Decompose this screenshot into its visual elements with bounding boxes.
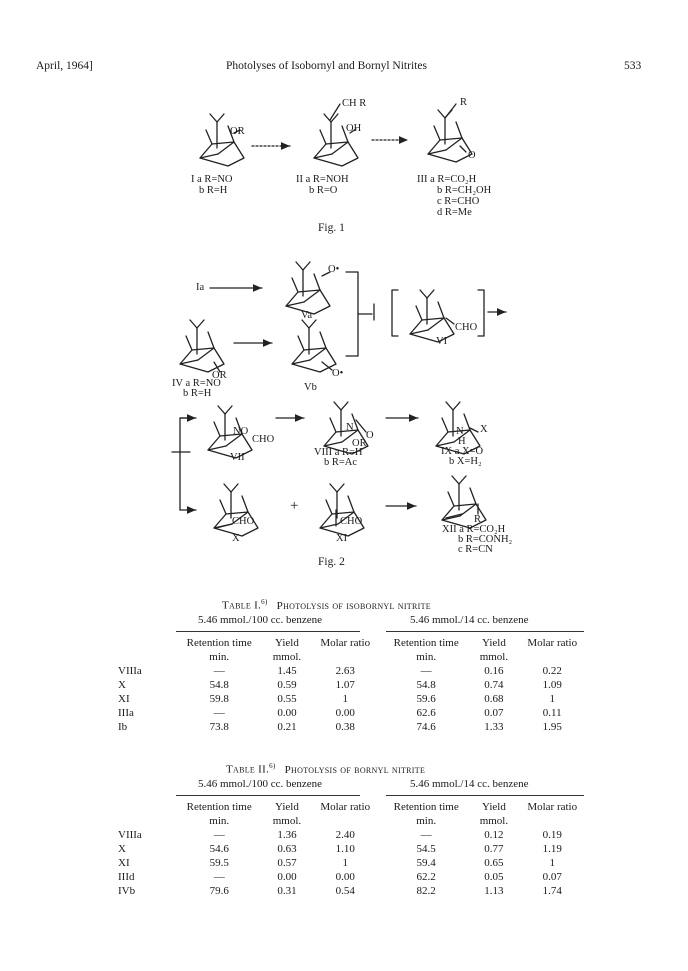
fig2-compound-XIIc: c R=CN <box>458 544 493 555</box>
table-cell: 1.74 <box>542 885 562 897</box>
table-cell: 0.00 <box>335 707 355 719</box>
table-cell: — <box>213 665 225 677</box>
table-unit-cell <box>516 650 588 664</box>
table-row <box>118 720 588 734</box>
table-cell: 0.57 <box>277 857 297 869</box>
table1-condition-2: 5.46 mmol./14 cc. benzene <box>410 614 529 626</box>
fig2-label-Vb: Vb <box>304 382 317 393</box>
table-cell: 74.6 <box>416 721 436 733</box>
table-unit-cell <box>118 814 174 828</box>
table-cell: 59.6 <box>416 693 436 705</box>
fig2-label-XI: XI <box>336 533 348 544</box>
fig1-chr-substituent: CH R <box>342 98 367 109</box>
table-unit-cell: mmol. <box>479 651 509 663</box>
table-cell: VIIIa <box>118 829 142 841</box>
table-cell: Ib <box>118 721 128 733</box>
table-cell: 1.13 <box>484 885 504 897</box>
table-unit-cell: min. <box>416 815 437 827</box>
table-cell: XI <box>118 693 130 705</box>
fig1-compound-IIa: II a R=NOH <box>296 174 349 185</box>
table-cell: X <box>118 679 126 691</box>
table-cell: 0.77 <box>484 843 504 855</box>
fig2-radical-o: O• <box>328 264 340 275</box>
fig2-compound-IXa: IX a X=O <box>441 446 484 457</box>
fig1-compound-IIId: d R=Me <box>437 207 472 218</box>
table-cell: 0.54 <box>335 885 355 897</box>
table-cell: 1.10 <box>335 843 355 855</box>
table-cell: 62.2 <box>416 871 436 883</box>
table2-units-row <box>118 814 588 828</box>
table1-title: Photolysis of isobornyl nitrite <box>276 599 431 612</box>
fig1-compound-Ia: I a R=NO <box>191 174 233 185</box>
table-row <box>118 870 588 884</box>
table-cell: 1.07 <box>335 679 355 691</box>
table-cell: 0.11 <box>542 707 562 719</box>
fig2-label-VII: VII <box>230 452 245 463</box>
table-row <box>118 664 588 678</box>
table-cell: 54.5 <box>416 843 436 855</box>
fig1-caption: Fig. 1 <box>318 222 345 234</box>
table-row <box>118 692 588 706</box>
table-unit-cell <box>309 650 381 664</box>
fig2-compound-VIIIa: VIII a R=H <box>314 447 363 458</box>
table-cell: 79.6 <box>209 885 229 897</box>
table-row <box>118 706 588 720</box>
table-cell: 0.63 <box>277 843 297 855</box>
fig2-compound-VIIIb: b R=Ac <box>324 457 358 468</box>
fig2-or-VIII: OR <box>352 438 367 449</box>
table-cell: — <box>420 665 432 677</box>
table-cell: IIIa <box>118 707 134 719</box>
table-unit-cell: min. <box>416 651 437 663</box>
fig1-oh-substituent: OH <box>346 123 362 134</box>
table-cell: 0.07 <box>542 871 562 883</box>
table-row <box>118 856 588 870</box>
table-cell: 59.5 <box>209 857 229 869</box>
table-cell: 1.36 <box>277 829 297 841</box>
table-cell: 62.6 <box>416 707 436 719</box>
fig2-radical-o-2: O• <box>332 368 344 379</box>
table-header-cell: Retention time <box>186 637 252 649</box>
fig2-r-XII: R <box>474 514 482 525</box>
table-cell: 0.07 <box>484 707 504 719</box>
fig2-compound-XIIa: XII a R=CO₂H <box>442 524 506 535</box>
fig2-compound-IVa: IV a R=NO <box>172 378 221 389</box>
fig2-o-VIII: O <box>366 430 374 441</box>
fig2-compound-IXb: b X=H₂ <box>449 456 482 467</box>
table-cell: 0.22 <box>542 665 562 677</box>
table-header-cell: Yield <box>275 801 299 813</box>
table-unit-cell: mmol. <box>479 815 509 827</box>
table-cell: 0.19 <box>542 829 562 841</box>
table-cell: 0.55 <box>277 693 297 705</box>
table-cell: 54.8 <box>209 679 229 691</box>
table-cell: 59.4 <box>416 857 436 869</box>
fig2-x-IX: X <box>480 424 488 435</box>
table-cell: XI <box>118 857 130 869</box>
table-cell: 2.40 <box>335 829 355 841</box>
table-cell: 82.2 <box>416 885 436 897</box>
table-cell: 1.45 <box>277 665 297 677</box>
fig1-compound-IIb: b R=O <box>309 185 338 196</box>
table-cell: 1 <box>342 693 348 705</box>
fig2-no-VII: NO <box>233 426 249 437</box>
table1-title-line <box>222 598 431 612</box>
table-header-cell: Molar ratio <box>527 801 578 813</box>
fig2-n-VIII: N <box>346 422 354 433</box>
table-header-cell: Molar ratio <box>320 637 371 649</box>
fig1-compound-IIIa: III a R=CO₂H <box>417 174 477 185</box>
table-cell: 54.8 <box>416 679 436 691</box>
table-cell: 1 <box>549 693 555 705</box>
table-unit-cell: min. <box>209 651 230 663</box>
table-unit-cell <box>516 814 588 828</box>
table-header-cell: Yield <box>481 637 506 649</box>
table-cell: 0.74 <box>484 679 504 691</box>
header-title: Photolyses of Isobornyl and Bornyl Nitrites <box>226 60 427 72</box>
table-cell: 0.38 <box>335 721 355 733</box>
fig2-cho-VI: CHO <box>455 322 478 333</box>
table-unit-cell: mmol. <box>272 815 302 827</box>
table-cell: 1 <box>342 857 348 869</box>
table-cell: 0.00 <box>335 871 355 883</box>
table-cell: 0.31 <box>277 885 297 897</box>
table-header-cell <box>118 800 174 814</box>
table1-label: Table I. <box>222 599 262 612</box>
table2 <box>118 800 588 898</box>
table-cell: 0.12 <box>484 829 504 841</box>
table-cell: 2.63 <box>335 665 355 677</box>
table-header-cell: Molar ratio <box>527 637 578 649</box>
fig2-compound-IVb: b R=H <box>183 388 212 399</box>
fig1-oxo: O <box>468 150 476 161</box>
fig2-cho-VII: CHO <box>252 434 275 445</box>
table-header-cell <box>118 636 174 650</box>
fig2-label-X: X <box>232 533 240 544</box>
table1-ref: 6) <box>261 598 268 606</box>
table-header-cell: Molar ratio <box>320 801 371 813</box>
table2-title: Photolysis of bornyl nitrite <box>284 763 426 776</box>
fig2-nh-IX: N <box>456 426 464 437</box>
table-cell: 0.59 <box>277 679 297 691</box>
table1-header-row <box>118 636 588 650</box>
table1 <box>118 636 588 734</box>
table2-label: Table II. <box>226 763 270 776</box>
header-page-number: 533 <box>624 60 642 72</box>
table-cell: 59.8 <box>209 693 229 705</box>
fig2-or-IV: OR <box>212 370 227 381</box>
table-cell: 0.65 <box>484 857 504 869</box>
table-cell: 0.00 <box>277 871 297 883</box>
table1-units-row <box>118 650 588 664</box>
table-row <box>118 828 588 842</box>
table-cell: — <box>420 829 432 841</box>
table-unit-cell <box>309 814 381 828</box>
table-cell: 73.8 <box>209 721 229 733</box>
fig2-h-IX: H <box>458 436 466 447</box>
fig2-cho-X: CHO <box>232 516 255 527</box>
table-row <box>118 884 588 898</box>
fig2-plus-sign: + <box>290 498 299 514</box>
fig2-cho-XI: CHO <box>340 516 363 527</box>
table-header-cell: Yield <box>481 801 506 813</box>
table-row <box>118 842 588 856</box>
table-cell: 1.33 <box>484 721 504 733</box>
table-cell: — <box>213 871 225 883</box>
table-cell: X <box>118 843 126 855</box>
fig2-compound-XIIb: b R=CONH₂ <box>458 534 513 545</box>
fig1-compound-IIIb: b R=CH₂OH <box>437 185 492 196</box>
table-unit-cell: min. <box>209 815 230 827</box>
table1-condition-1: 5.46 mmol./100 cc. benzene <box>198 614 323 626</box>
table-header-cell: Retention time <box>393 801 459 813</box>
table-cell: 0.68 <box>484 693 504 705</box>
table2-ref: 6) <box>269 762 276 770</box>
table-cell: 0.05 <box>484 871 504 883</box>
table-cell: 0.00 <box>277 707 297 719</box>
table-cell: 0.16 <box>484 665 504 677</box>
table-cell: 54.6 <box>209 843 229 855</box>
table-header-cell: Yield <box>275 637 299 649</box>
table2-condition-1: 5.46 mmol./100 cc. benzene <box>198 778 323 790</box>
table-header-cell: Retention time <box>186 801 252 813</box>
table-cell: 1.09 <box>542 679 562 691</box>
table-cell: 1 <box>549 857 555 869</box>
fig2-label-Va: Va <box>301 310 313 321</box>
fig2-label-VI: VI <box>436 336 448 347</box>
table-cell: VIIIa <box>118 665 142 677</box>
table2-header-row <box>118 800 588 814</box>
table-cell: — <box>213 829 225 841</box>
table2-condition-2: 5.46 mmol./14 cc. benzene <box>410 778 529 790</box>
table-cell: 0.21 <box>277 721 297 733</box>
fig1-or-substituent: OR <box>230 126 245 137</box>
table-row <box>118 678 588 692</box>
fig2-caption: Fig. 2 <box>318 556 345 568</box>
table-cell: IIId <box>118 871 135 883</box>
fig1-r-substituent: R <box>460 97 468 108</box>
header-date: April, 1964] <box>36 60 93 72</box>
fig1-compound-Ib: b R=H <box>199 185 228 196</box>
table-cell: 1.95 <box>542 721 562 733</box>
table-cell: IVb <box>118 885 136 897</box>
table-cell: — <box>213 707 225 719</box>
table-cell: 1.19 <box>542 843 562 855</box>
fig1-compound-IIIc: c R=CHO <box>437 196 480 207</box>
table-unit-cell: mmol. <box>272 651 302 663</box>
table-header-cell: Retention time <box>393 637 459 649</box>
fig2-label-Ia: Ia <box>196 282 205 293</box>
table2-title-line <box>226 762 425 776</box>
table-unit-cell <box>118 650 174 664</box>
